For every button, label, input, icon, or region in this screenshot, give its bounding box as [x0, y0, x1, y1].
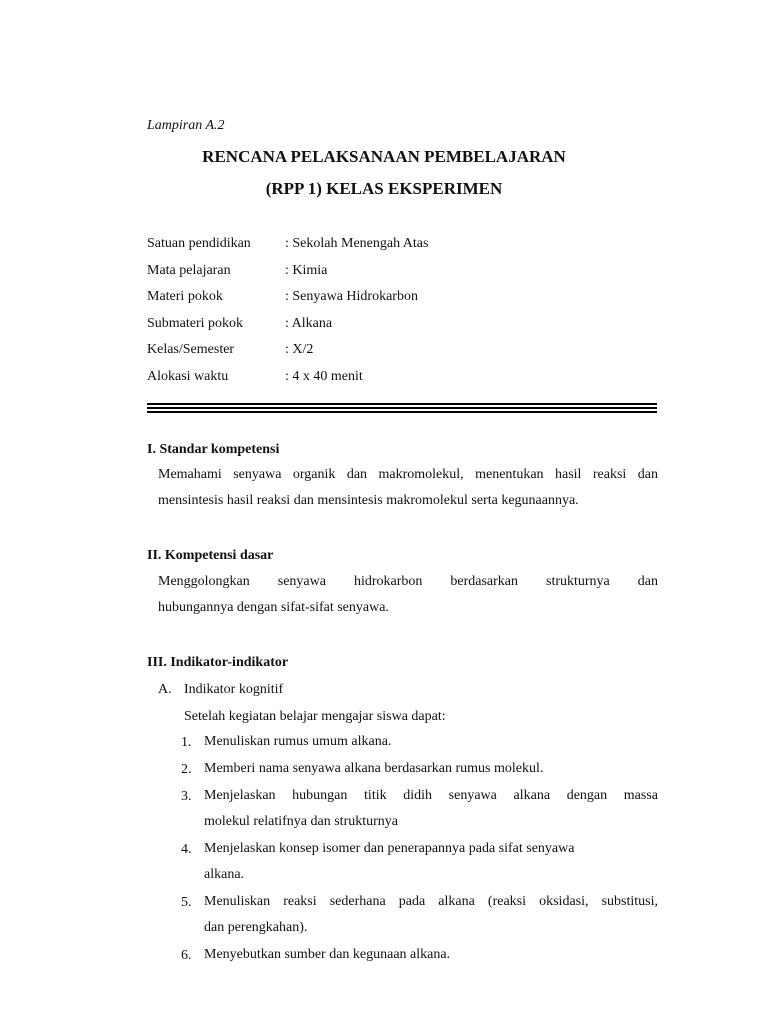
list-item-continuation: alkana.: [204, 867, 245, 882]
list-item-number: 5.: [181, 895, 192, 910]
list-item: Menuliskan reaksi sederhana pada alkana (reaksi oksidasi, substitusi,: [204, 894, 658, 909]
list-item-number: 2.: [181, 762, 192, 777]
section-heading-indicators: III. Indikator-indikator: [147, 655, 289, 670]
section-heading-standard-competence: I. Standar kompetensi: [147, 442, 280, 457]
list-item-continuation: molekul relatifnya dan strukturnya: [204, 814, 398, 829]
section-text-line: mensintesis hasil reaksi dan mensintesis makromolekul serta kegunaannya.: [158, 493, 579, 508]
list-item: Menjelaskan konsep isomer dan penerapannya pada sifat senyawa: [204, 841, 575, 856]
list-item-number: 6.: [181, 948, 192, 963]
list-item-number: 4.: [181, 842, 192, 857]
meta-value: : X/2: [285, 342, 314, 357]
indicator-intro: Setelah kegiatan belajar mengajar siswa dapat:: [184, 709, 446, 724]
section-text-line: Memahami senyawa organik dan makromolekul, menentukan hasil reaksi dan: [158, 467, 658, 482]
meta-label: Mata pelajaran: [147, 263, 231, 278]
meta-value: : Alkana: [285, 316, 333, 331]
list-item-continuation: dan perengkahan).: [204, 920, 308, 935]
meta-value: : Sekolah Menengah Atas: [285, 236, 429, 251]
sub-section-title: Indikator kognitif: [184, 682, 284, 697]
meta-label: Submateri pokok: [147, 316, 244, 331]
list-item-number: 1.: [181, 735, 192, 750]
list-item-number: 3.: [181, 789, 192, 804]
appendix-label: Lampiran A.2: [147, 118, 225, 133]
section-heading-basic-competence: II. Kompetensi dasar: [147, 548, 274, 563]
meta-value: : 4 x 40 menit: [285, 369, 363, 384]
document-subtitle: (RPP 1) KELAS EKSPERIMEN: [265, 179, 503, 198]
sub-section-letter: A.: [158, 682, 172, 697]
meta-value: : Kimia: [285, 263, 328, 278]
meta-value: : Senyawa Hidrokarbon: [285, 289, 418, 304]
list-item: Menyebutkan sumber dan kegunaan alkana.: [204, 947, 451, 962]
meta-label: Kelas/Semester: [147, 342, 235, 357]
triple-divider: [147, 403, 657, 413]
meta-label: Satuan pendidikan: [147, 236, 251, 251]
meta-label: Materi pokok: [147, 289, 223, 304]
list-item: Memberi nama senyawa alkana berdasarkan rumus molekul.: [204, 761, 544, 776]
section-text-line: Menggolongkan senyawa hidrokarbon berdasarkan strukturnya dan: [158, 574, 658, 589]
section-text-line: hubungannya dengan sifat-sifat senyawa.: [158, 600, 389, 615]
document-title: RENCANA PELAKSANAAN PEMBELAJARAN: [202, 147, 566, 166]
meta-label: Alokasi waktu: [147, 369, 229, 384]
list-item: Menjelaskan hubungan titik didih senyawa alkana dengan massa: [204, 788, 658, 803]
list-item: Menuliskan rumus umum alkana.: [204, 734, 392, 749]
